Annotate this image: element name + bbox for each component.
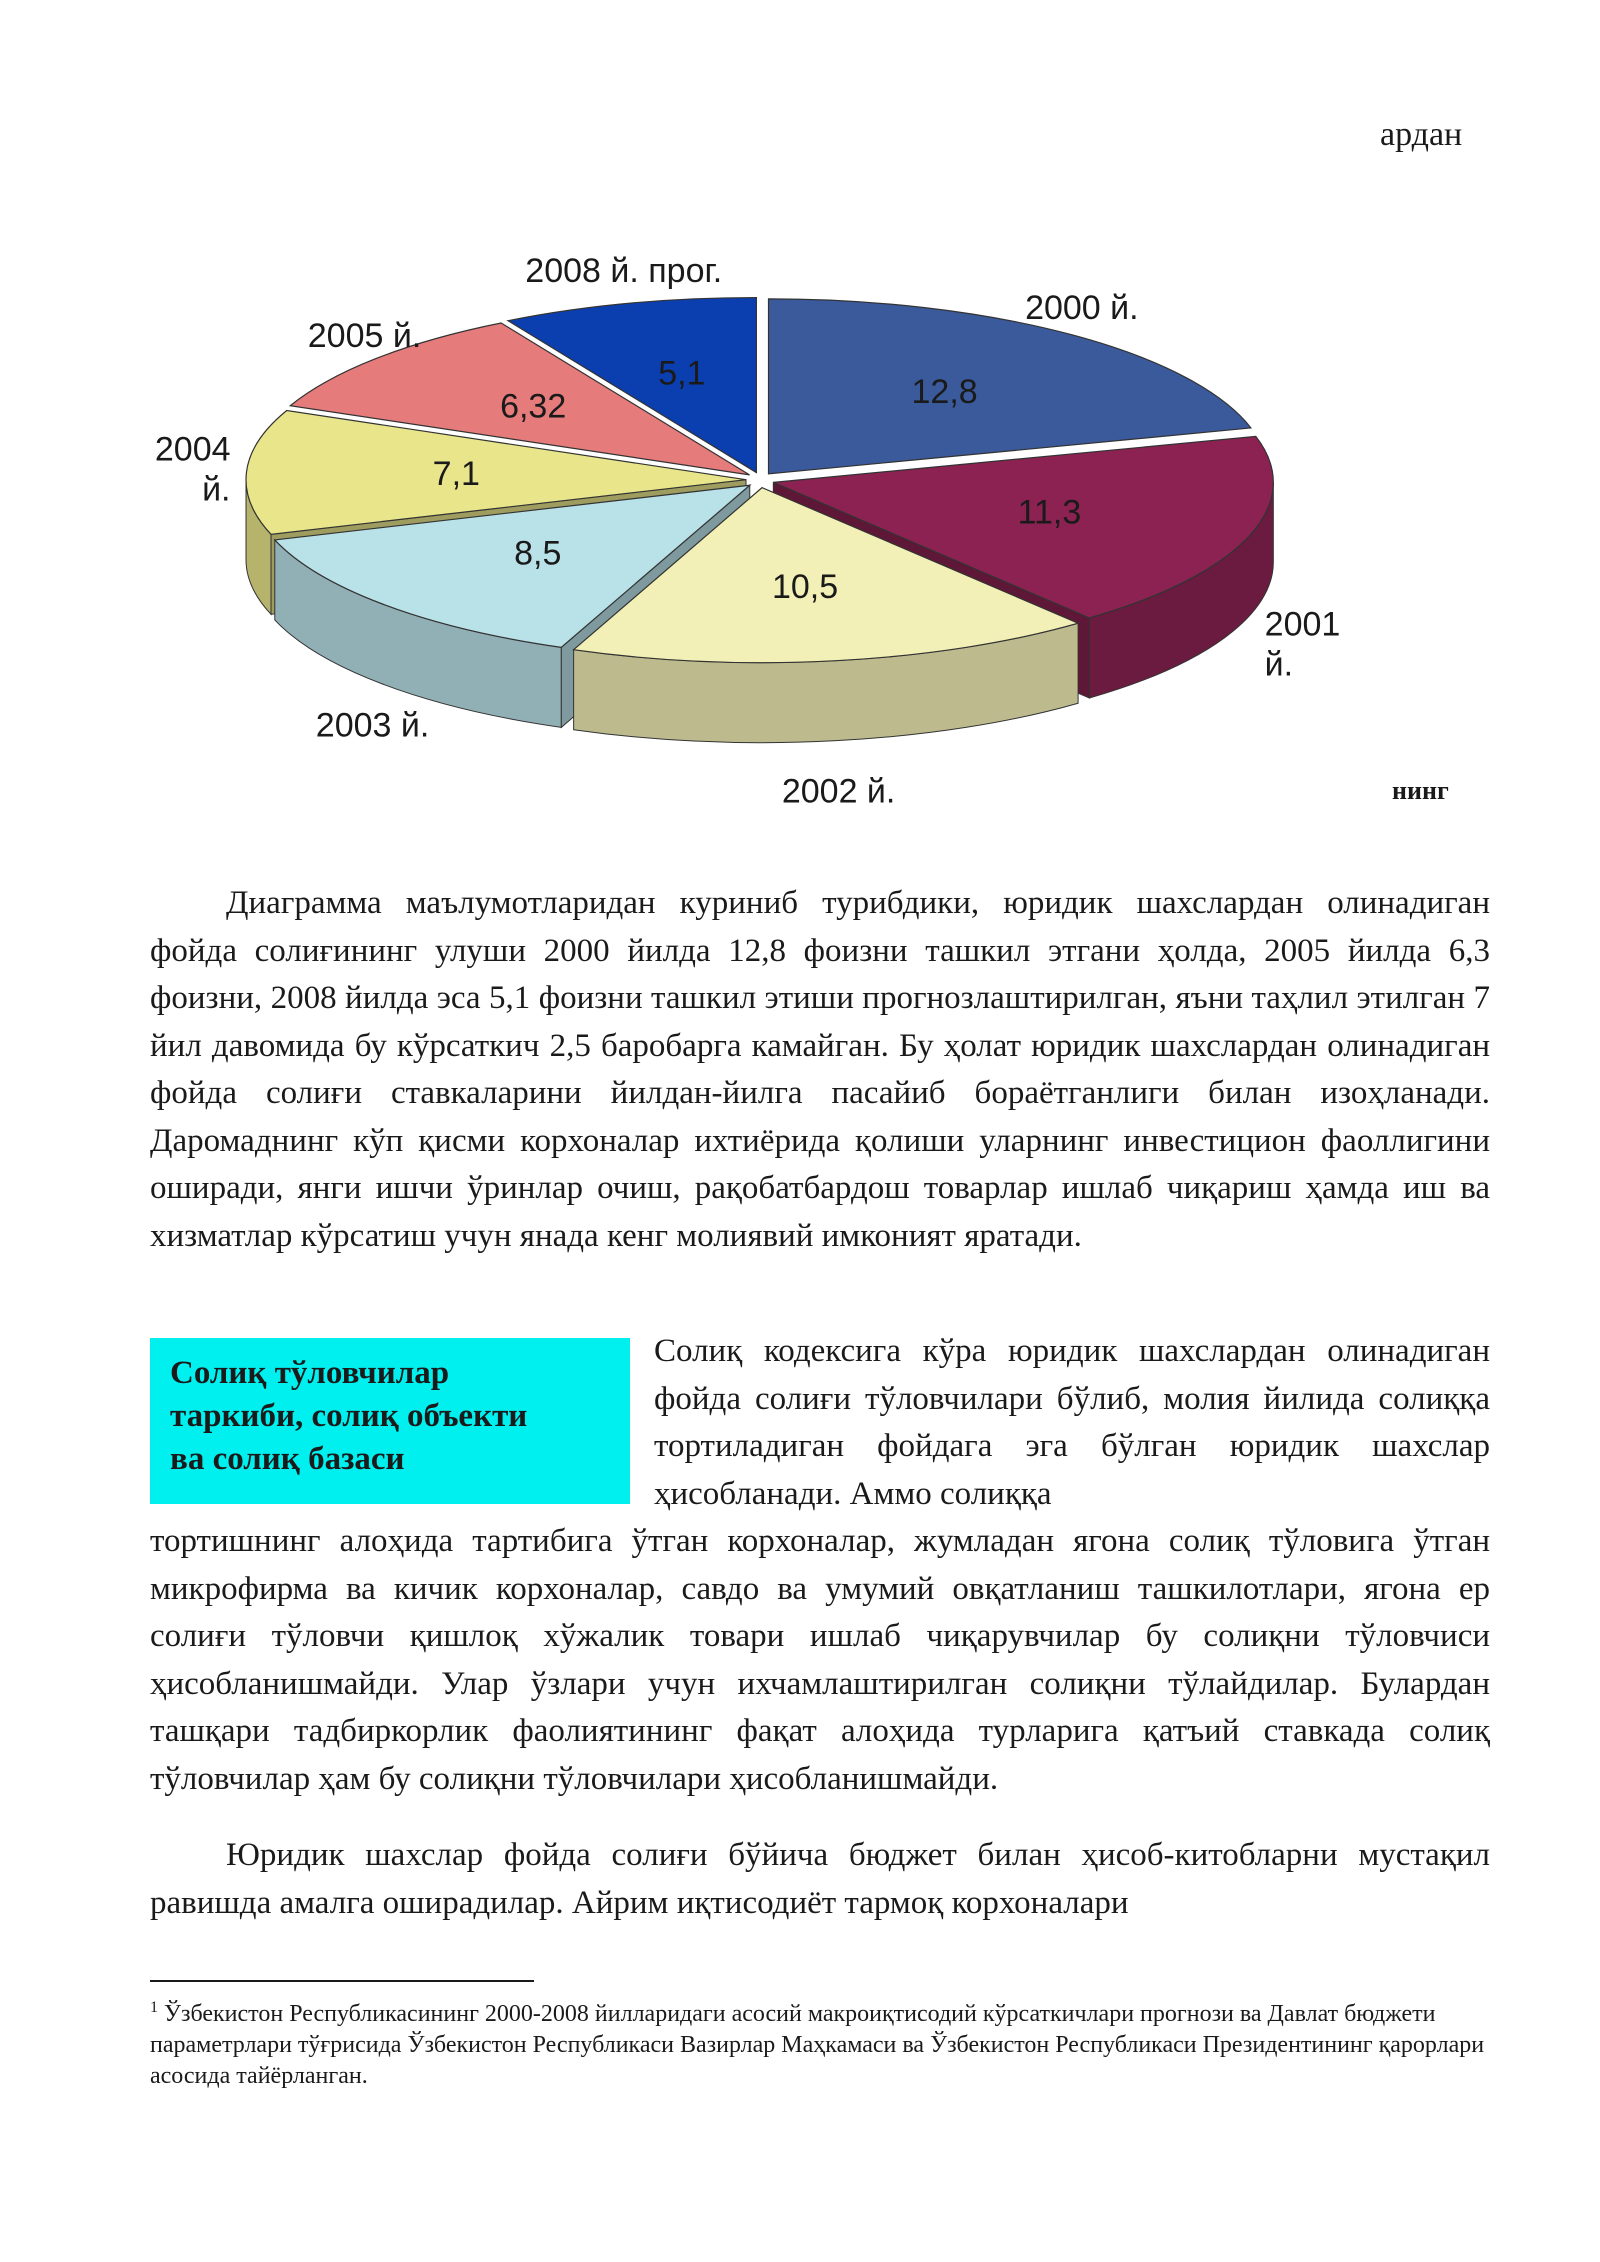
slice-value-label-2: 10,5 [771,567,839,606]
chart-caption-fragment: нинг [1392,776,1449,805]
slice-value-label-3: 8,5 [514,534,562,573]
category-label-5: 2005 й. [307,316,422,355]
footnote [150,1992,1490,2092]
slice-value-label-1: 11,3 [1017,493,1082,532]
slice-value-label-4: 7,1 [432,455,480,494]
paragraph-1: Диаграмма маълумотларидан куриниб турибдики, юридик шахслардан олинадиган фойда солиғининг улуши 2000 йилда 12,8 фоизни ташкил этгани ҳолда, 2005 йилда 6,3 фоизни, 2008 йилда эса 5,1 фоизни ташкил этиши прогнозлаштирилган, яъни таҳлил этилган 7 йил давомида бу кўрсаткич 2,5 баробарга камайган. Бу ҳолат юридик шахслардан олинадиган фойда солиғи ставкаларини йилдан-йилга пасайиб бораётганлиги билан изоҳланади. Даромаднинг кўп қисми корхоналар ихтиёрида қолиши уларнинг инвестицион фаоллигини оширади, янги ишчи ўринлар очиш, рақобатбардош товарлар ишлаб чиқариш ҳамда иш ва хизматлар кўрсатиш учун янада кенг молиявий имконият яратади. [150,885,1490,1254]
slice-value-label-5: 6,32 [500,387,567,426]
paragraph-3: Юридик шахслар фойда солиғи бўйича бюджет билан ҳисоб-китобларни мустақил равишда амалга оширадилар. Айрим иқтисодиёт тармоқ корхоналари [150,1837,1490,1921]
side-heading-line-1: Солиқ тўловчилар [170,1355,450,1391]
side-heading-line-3: ва солиқ базаси [170,1441,405,1477]
section-side-heading [150,1338,630,1504]
category-label-2: 2002 й. [781,772,896,811]
category-label-1: 2001 й. [1264,605,1341,684]
paragraph-2-beside-box: Солиқ кодексига кўра юридик шахслардан олинадиган фойда солиғи тўловчилари бўлиб, молия йилида солиққа тортиладиган фойдага эга бўлган юридик шахслар ҳисобланади. Аммо солиққа [654,1333,1490,1512]
running-header-fragment: ардан [1380,116,1463,153]
category-label-3: 2003 й. [315,706,430,745]
category-label-4: 2004 й. [154,430,231,509]
paragraph-2-continued: тортишнинг алоҳида тартибига ўтган корхоналар, жумладан ягона солиқ тўловига ўтган микрофирма ва кичик корхоналар, савдо ва умумий овқатланиш ташкилотлари, ягона ер солиғи тўловчи қишлоқ хўжалик товари ишлаб чиқарувчилар бу солиқни тўловчиси ҳисобланишмайди. Улар ўзлари учун ихчамлаштирилган солиқни тўлайдилар. Булардан ташқари тадбиркорлик фаолиятининг фақат алоҳида турларига қатъий ставкада солиқ тўловчилар ҳам бу солиқни тўловчилари ҳисобланишмайди. [150,1523,1490,1797]
slice-value-label-6: 5,1 [658,354,706,393]
side-heading-line-2: таркиби, солиқ объекти [170,1398,528,1434]
category-label-0: 2000 й. [1025,289,1139,328]
footnote-number: 1 [150,1999,158,2016]
footnote-text: Ўзбекистон Республикасининг 2000-2008 йилларидаги асосий макроиқтисодий кўрсаткичлари прогнози ва Давлат бюджети параметрлари тўғрисида Ўзбекистон Республикаси Вазирлар Маҳкамаси ва Ўзбекистон Республикаси Президентининг қарорлари асосида тайёрланган. [150,2001,1485,2089]
slice-value-label-0: 12,8 [911,373,978,412]
footnote-divider [150,1980,534,1982]
category-label-6: 2008 й. прог. [525,252,723,291]
